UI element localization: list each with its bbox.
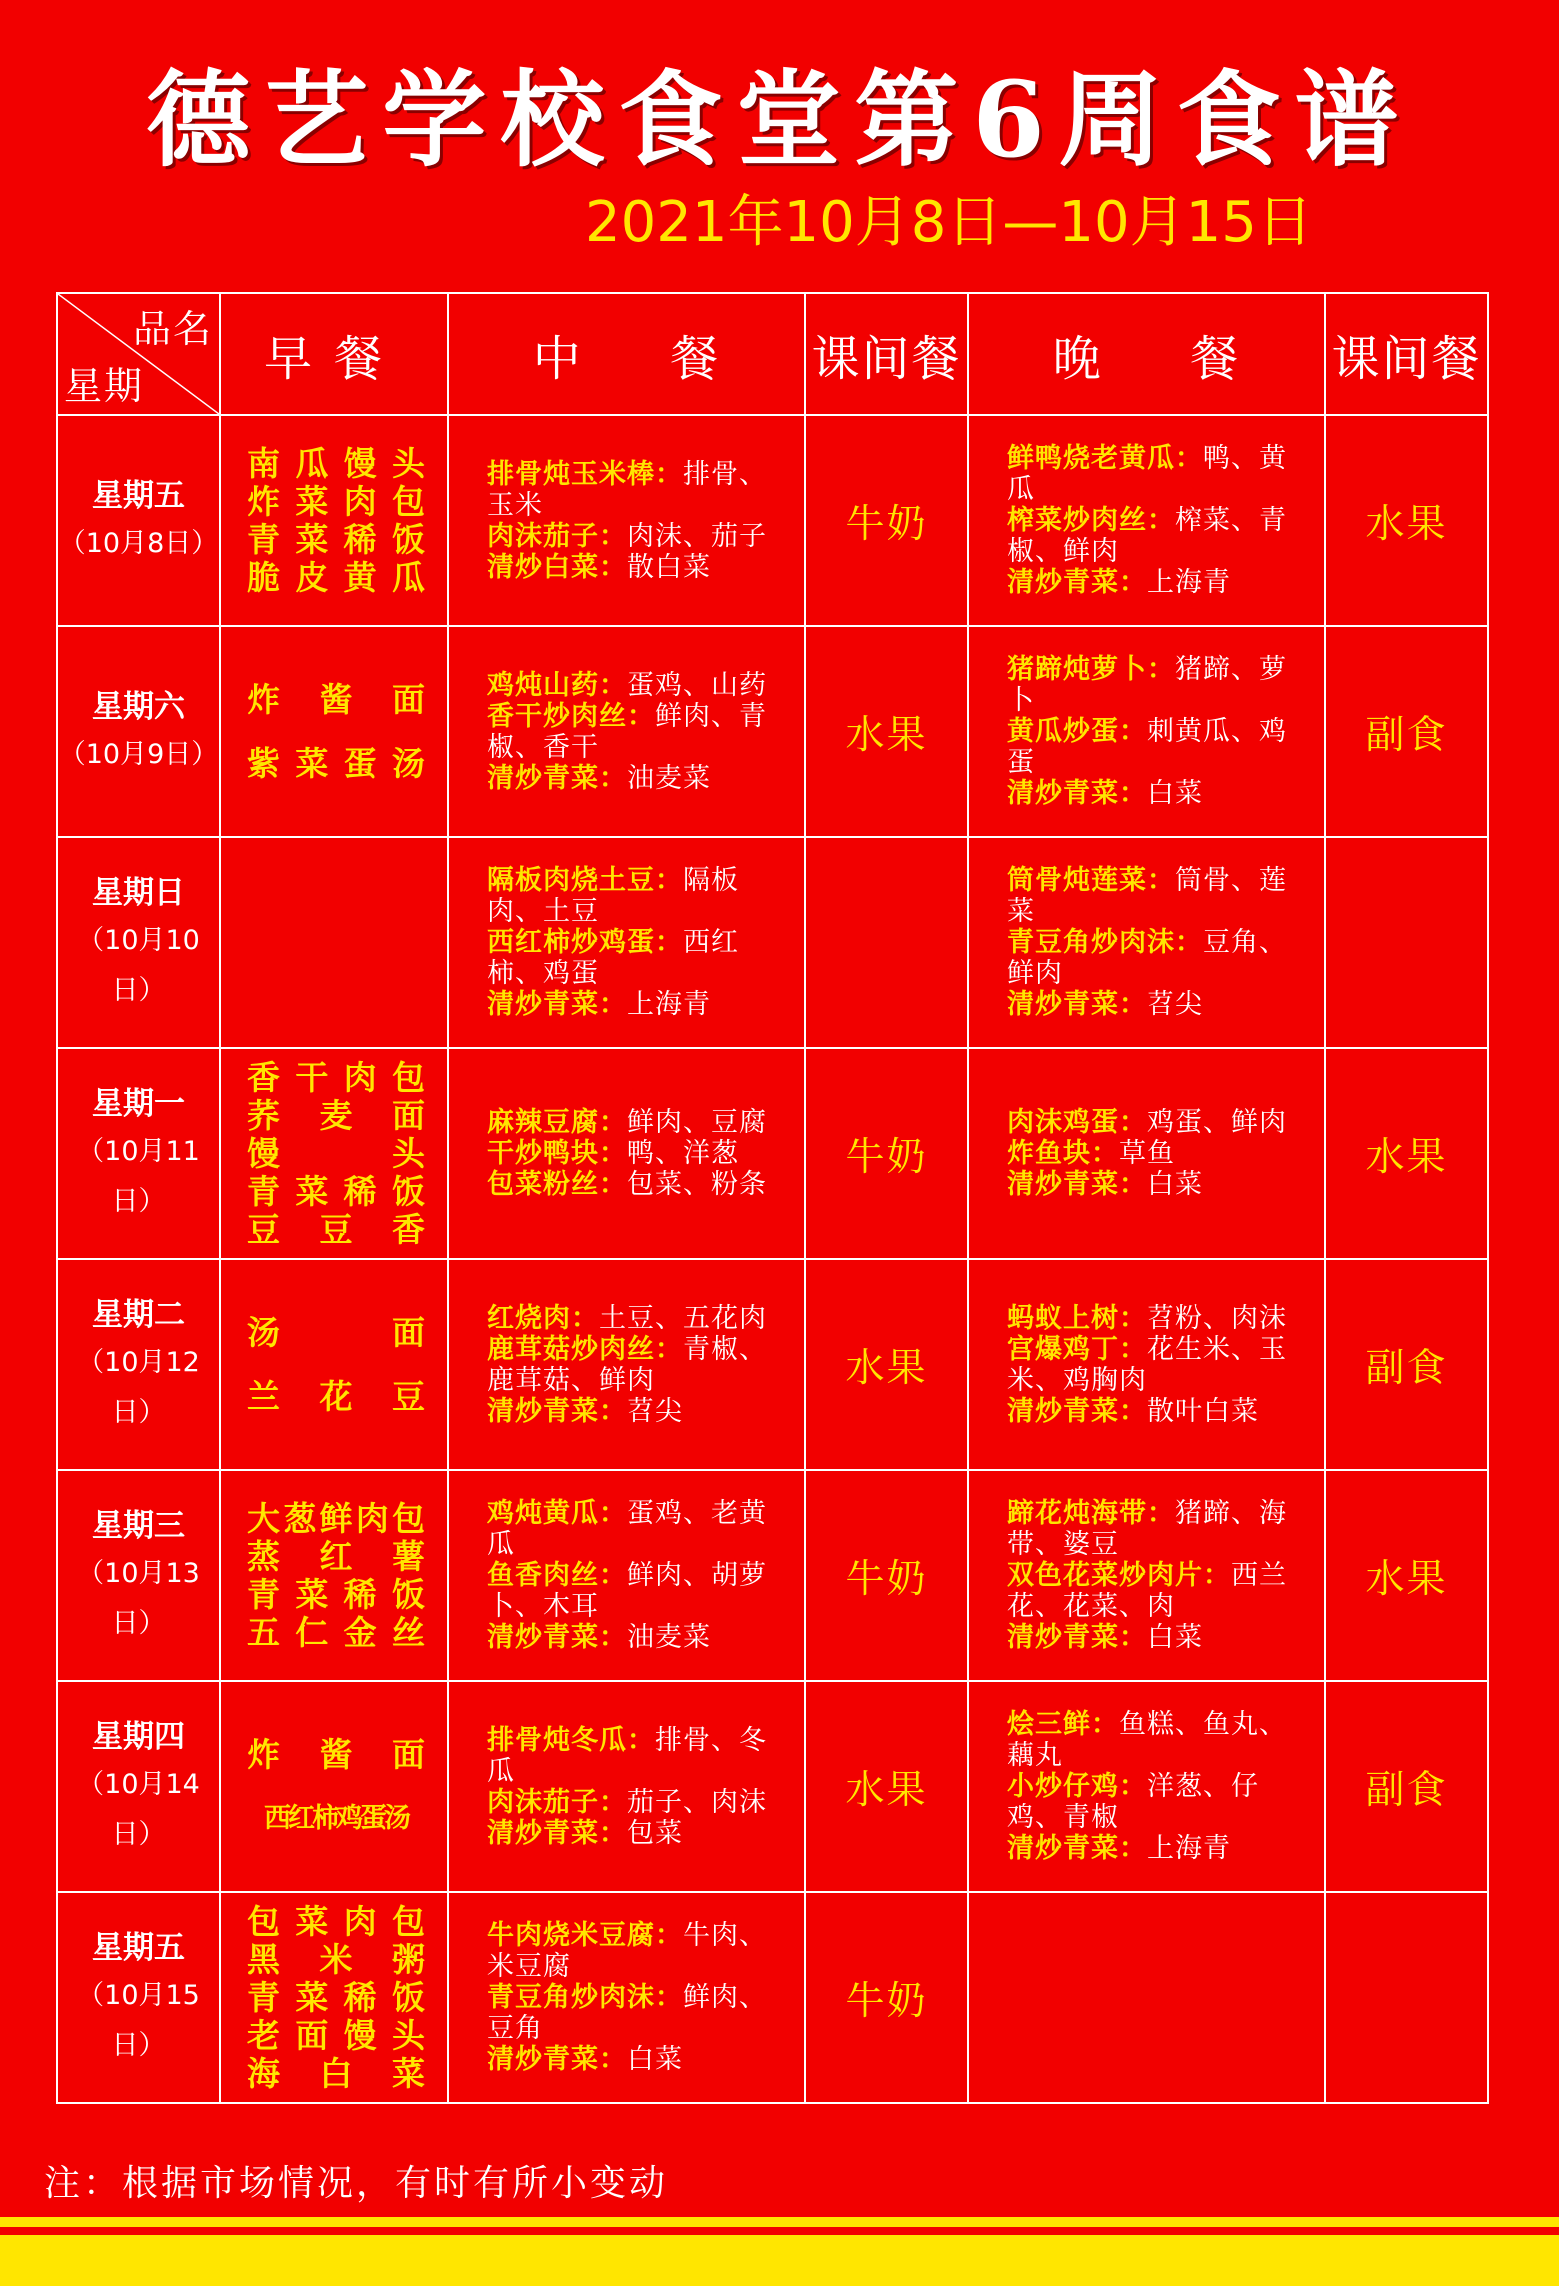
snack1-header: 课间餐 <box>805 293 968 415</box>
breakfast-item: 海白菜 <box>247 2053 425 2093</box>
breakfast-cell <box>220 626 448 837</box>
dish-entry <box>487 1303 774 1334</box>
day-cell <box>57 415 220 626</box>
dish-name: 清炒青菜： <box>487 762 627 794</box>
dinner-cell <box>968 1259 1325 1470</box>
day-name: 星期四 <box>92 1718 185 1755</box>
lunch-cell <box>448 1259 805 1470</box>
dish-entry <box>487 1818 774 1849</box>
snack2-cell: 副食 <box>1325 626 1488 837</box>
breakfast-item: 脆皮黄瓜 <box>247 557 425 597</box>
day-row <box>57 626 1488 837</box>
dish-name: 鹿茸菇炒肉丝： <box>487 1333 683 1365</box>
dish-ingredients: 上海青 <box>1147 1833 1231 1864</box>
breakfast-item: 青菜稀饭 <box>247 1171 425 1211</box>
dish-name: 干炒鸭块： <box>487 1138 627 1169</box>
day-cell <box>57 837 220 1048</box>
dish-entry <box>487 1622 774 1653</box>
dish-name: 鱼香肉丝： <box>487 1560 627 1591</box>
day-name: 星期五 <box>92 1929 185 1966</box>
lunch-cell <box>448 415 805 626</box>
dish-entry <box>1007 1138 1294 1169</box>
snack1-cell: 水果 <box>805 1681 968 1892</box>
dish-entry <box>487 1787 774 1818</box>
dish-name: 炸鱼块： <box>1007 1138 1119 1169</box>
dish-entry <box>487 1498 774 1560</box>
dish-entry <box>1007 865 1294 927</box>
dish-entry <box>1007 1107 1294 1138</box>
dish-ingredients: 蛋鸡、山药 <box>627 669 767 701</box>
breakfast-cell <box>220 415 448 626</box>
dish-ingredients: 包菜 <box>627 1817 683 1849</box>
dish-entry <box>1007 1169 1294 1200</box>
snack1-cell: 水果 <box>805 626 968 837</box>
dish-entry <box>1007 1396 1294 1427</box>
dish-name: 鸡炖黄瓜： <box>487 1498 627 1529</box>
footer-band <box>0 2235 1559 2286</box>
breakfast-item: 兰花豆 <box>247 1376 425 1416</box>
dish-entry <box>1007 778 1294 809</box>
dish-entry <box>1007 1303 1294 1334</box>
dish-entry <box>1007 1833 1294 1864</box>
dish-entry <box>487 1396 774 1427</box>
dish-entry <box>1007 505 1294 567</box>
dish-entry <box>1007 1709 1294 1771</box>
dish-ingredients: 鲜肉、胡萝卜、木耳 <box>487 1560 767 1622</box>
breakfast-item: 紫菜蛋汤 <box>247 743 425 783</box>
dish-ingredients: 隔板肉、土豆 <box>487 865 739 927</box>
breakfast-item: 黑米粥 <box>247 1939 425 1979</box>
breakfast-header: 早餐 <box>220 293 448 415</box>
breakfast-item: 青菜稀饭 <box>247 1574 425 1614</box>
dish-name: 榨菜炒肉丝： <box>1007 505 1175 536</box>
menu-table <box>56 292 1489 2104</box>
snack2-cell <box>1325 837 1488 1048</box>
dinner-cell <box>968 415 1325 626</box>
dish-ingredients: 洋葱、仔鸡、青椒 <box>1007 1771 1259 1833</box>
dinner-cell <box>968 1048 1325 1259</box>
header-row <box>57 293 1488 415</box>
day-date: （10月13日） <box>77 1557 200 1639</box>
dish-entry <box>1007 567 1294 598</box>
snack2-cell: 副食 <box>1325 1259 1488 1470</box>
breakfast-item: 五仁金丝 <box>247 1612 425 1652</box>
dish-entry <box>1007 1334 1294 1396</box>
snack1-cell: 水果 <box>805 1259 968 1470</box>
breakfast-item: 青菜稀饭 <box>247 519 425 559</box>
dish-name: 红烧肉： <box>487 1302 599 1334</box>
dish-ingredients: 苕粉、肉沫 <box>1147 1302 1287 1334</box>
snack1-cell: 牛奶 <box>805 1892 968 2103</box>
day-cell <box>57 1259 220 1470</box>
dish-ingredients: 鸭、黄瓜 <box>1007 443 1287 505</box>
day-date: （10月11日） <box>77 1135 200 1217</box>
dish-ingredients: 蛋鸡、老黄瓜 <box>487 1498 767 1560</box>
lunch-header: 中 餐 <box>448 293 805 415</box>
dish-name: 排骨炖玉米棒： <box>487 458 683 490</box>
snack2-cell: 水果 <box>1325 1470 1488 1681</box>
dish-name: 清炒白菜： <box>487 551 627 583</box>
dish-name: 肉沫茄子： <box>487 520 627 552</box>
dish-ingredients: 西红柿、鸡蛋 <box>487 927 739 989</box>
dish-entry <box>487 521 774 552</box>
dish-name: 肉沫茄子： <box>487 1786 627 1818</box>
day-cell <box>57 1470 220 1681</box>
breakfast-item: 老面馒头 <box>247 2015 425 2055</box>
dish-entry <box>1007 1622 1294 1653</box>
lunch-cell <box>448 1892 805 2103</box>
dish-ingredients: 白菜 <box>627 2044 683 2075</box>
lunch-cell <box>448 1470 805 1681</box>
dish-ingredients: 排骨、玉米 <box>487 458 767 521</box>
snack2-cell: 副食 <box>1325 1681 1488 1892</box>
dish-name: 香干炒肉丝： <box>487 700 655 732</box>
dish-ingredients: 散白菜 <box>627 551 711 583</box>
day-row <box>57 1470 1488 1681</box>
dish-name: 筒骨炖莲菜： <box>1007 865 1175 896</box>
dish-ingredients: 鲜肉、豆腐 <box>627 1107 767 1138</box>
dish-entry <box>1007 1771 1294 1833</box>
dish-ingredients: 猪蹄、萝卜 <box>1007 654 1287 716</box>
dish-name: 清炒青菜： <box>487 2044 627 2075</box>
breakfast-item: 馒头 <box>247 1133 425 1173</box>
dinner-cell <box>968 1681 1325 1892</box>
dinner-cell <box>968 626 1325 837</box>
dish-ingredients: 西兰花、花菜、肉 <box>1007 1560 1287 1622</box>
dish-ingredients: 土豆、五花肉 <box>599 1302 767 1334</box>
dish-entry <box>487 1920 774 1982</box>
breakfast-item: 炸酱面 <box>247 1734 425 1774</box>
dinner-cell <box>968 1470 1325 1681</box>
dish-entry <box>487 552 774 583</box>
dish-entry <box>487 1169 774 1200</box>
breakfast-item: 香干肉包 <box>247 1057 425 1097</box>
dish-name: 清炒青菜： <box>1007 1833 1147 1864</box>
breakfast-item: 大葱鲜肉包 <box>247 1498 425 1538</box>
date-range: 2021年10月8日—10月15日 <box>585 190 1313 255</box>
breakfast-item: 荞麦面 <box>247 1095 425 1135</box>
dish-ingredients: 豆角、鲜肉 <box>1007 927 1287 989</box>
day-date: （10月9日） <box>58 738 219 770</box>
dish-ingredients: 苕尖 <box>1147 989 1203 1020</box>
dish-entry <box>487 1107 774 1138</box>
dish-ingredients: 鸭、洋葱 <box>627 1138 739 1169</box>
dish-ingredients: 上海青 <box>627 989 711 1020</box>
dish-name: 西红柿炒鸡蛋： <box>487 927 683 958</box>
dish-name: 鸡炖山药： <box>487 669 627 701</box>
dish-name: 宫爆鸡丁： <box>1007 1333 1147 1365</box>
snack2-cell <box>1325 1892 1488 2103</box>
dish-ingredients: 花生米、玉米、鸡胸肉 <box>1007 1333 1287 1396</box>
snack1-cell: 牛奶 <box>805 1470 968 1681</box>
dish-entry <box>487 989 774 1020</box>
day-date: （10月8日） <box>58 527 219 559</box>
day-cell <box>57 1892 220 2103</box>
dish-ingredients: 榨菜、青椒、鲜肉 <box>1007 505 1287 567</box>
corner-header <box>57 293 220 415</box>
dish-name: 烩三鲜： <box>1007 1709 1119 1740</box>
dish-name: 清炒青菜： <box>1007 1395 1147 1427</box>
dish-entry <box>1007 927 1294 989</box>
snack2-cell: 水果 <box>1325 1048 1488 1259</box>
dish-ingredients: 草鱼 <box>1119 1138 1175 1169</box>
dish-name: 清炒青菜： <box>1007 567 1147 598</box>
dish-entry <box>487 865 774 927</box>
dish-name: 蚂蚁上树： <box>1007 1302 1147 1334</box>
dish-name: 肉沫鸡蛋： <box>1007 1107 1147 1138</box>
dish-name: 清炒青菜： <box>487 1622 627 1653</box>
dish-name: 清炒青菜： <box>1007 989 1147 1020</box>
dish-ingredients: 鸡蛋、鲜肉 <box>1147 1107 1287 1138</box>
day-row <box>57 837 1488 1048</box>
dish-entry <box>1007 1498 1294 1560</box>
breakfast-item: 蒸红薯 <box>247 1536 425 1576</box>
snack1-cell <box>805 837 968 1048</box>
day-cell <box>57 1681 220 1892</box>
dish-name: 青豆角炒肉沫： <box>1007 927 1203 958</box>
day-name: 星期二 <box>92 1296 185 1333</box>
dish-ingredients: 包菜、粉条 <box>627 1169 767 1200</box>
dish-ingredients: 牛肉、米豆腐 <box>487 1920 767 1982</box>
footer-stripe <box>0 2217 1559 2227</box>
day-date: （10月15日） <box>77 1979 200 2061</box>
breakfast-item: 南瓜馒头 <box>247 443 425 483</box>
dish-name: 隔板肉烧土豆： <box>487 865 683 896</box>
snack2-header: 课间餐 <box>1325 293 1488 415</box>
dish-entry <box>1007 989 1294 1020</box>
dish-entry <box>487 763 774 794</box>
dish-name: 排骨炖冬瓜： <box>487 1724 655 1756</box>
day-date: （10月10日） <box>77 924 200 1006</box>
lunch-cell <box>448 1681 805 1892</box>
dish-name: 黄瓜炒蛋： <box>1007 716 1147 747</box>
dish-entry <box>487 1982 774 2044</box>
dish-name: 鲜鸭烧老黄瓜： <box>1007 443 1203 474</box>
day-name: 星期日 <box>92 874 185 911</box>
breakfast-cell <box>220 1259 448 1470</box>
dinner-header: 晚 餐 <box>968 293 1325 415</box>
dish-entry <box>1007 716 1294 778</box>
breakfast-cell <box>220 1470 448 1681</box>
day-cell <box>57 1048 220 1259</box>
dish-ingredients: 鲜肉、豆角 <box>487 1982 767 2044</box>
lunch-cell <box>448 1048 805 1259</box>
dinner-cell <box>968 1892 1325 2103</box>
dish-entry <box>487 1138 774 1169</box>
day-name: 星期一 <box>92 1085 185 1122</box>
breakfast-item: 西红柿鸡蛋汤 <box>264 1802 408 1834</box>
day-date: （10月14日） <box>77 1768 200 1850</box>
breakfast-item: 包菜肉包 <box>247 1901 425 1941</box>
dish-entry <box>487 1334 774 1396</box>
breakfast-cell <box>220 1681 448 1892</box>
lunch-cell <box>448 626 805 837</box>
lunch-cell <box>448 837 805 1048</box>
dish-name: 包菜粉丝： <box>487 1169 627 1200</box>
dish-entry <box>487 927 774 989</box>
dish-name: 清炒青菜： <box>487 1395 627 1427</box>
dish-name: 蹄花炖海带： <box>1007 1498 1175 1529</box>
dish-entry <box>1007 443 1294 505</box>
page-title: 德艺学校食堂第6周食谱 <box>146 58 1413 181</box>
dish-entry <box>1007 1560 1294 1622</box>
dish-ingredients: 鱼糕、鱼丸、藕丸 <box>1007 1709 1287 1771</box>
dish-entry <box>487 2044 774 2075</box>
snack1-cell: 牛奶 <box>805 415 968 626</box>
dish-entry <box>1007 654 1294 716</box>
dish-entry <box>487 670 774 701</box>
dish-ingredients: 油麦菜 <box>627 1622 711 1653</box>
dish-name: 清炒青菜： <box>1007 1169 1147 1200</box>
dish-ingredients: 苕尖 <box>627 1395 683 1427</box>
dish-ingredients: 鲜肉、青椒、香干 <box>487 700 767 763</box>
corner-day-label: 星期 <box>64 364 145 408</box>
day-cell <box>57 626 220 837</box>
dish-name: 小炒仔鸡： <box>1007 1771 1147 1802</box>
day-row <box>57 415 1488 626</box>
dish-ingredients: 散叶白菜 <box>1147 1395 1259 1427</box>
dish-entry <box>487 701 774 763</box>
dish-name: 双色花菜炒肉片： <box>1007 1560 1231 1591</box>
day-date: （10月12日） <box>77 1346 200 1428</box>
dish-name: 清炒青菜： <box>487 989 627 1020</box>
dish-ingredients: 白菜 <box>1147 778 1203 809</box>
snack1-cell: 牛奶 <box>805 1048 968 1259</box>
dish-ingredients: 上海青 <box>1147 567 1231 598</box>
footnote: 注：根据市场情况，有时有所小变动 <box>44 2163 669 2204</box>
breakfast-cell <box>220 1048 448 1259</box>
dish-ingredients: 猪蹄、海带、婆豆 <box>1007 1498 1287 1560</box>
breakfast-cell <box>220 837 448 1048</box>
dish-ingredients: 排骨、冬瓜 <box>487 1724 767 1787</box>
corner-item-label: 品名 <box>132 307 213 351</box>
breakfast-item: 炸菜肉包 <box>247 481 425 521</box>
dish-ingredients: 筒骨、莲菜 <box>1007 865 1287 927</box>
dish-name: 猪蹄炖萝卜： <box>1007 654 1175 685</box>
day-row <box>57 1259 1488 1470</box>
dish-ingredients: 白菜 <box>1147 1622 1203 1653</box>
dish-entry <box>487 1725 774 1787</box>
dish-name: 牛肉烧米豆腐： <box>487 1920 683 1951</box>
breakfast-item: 青菜稀饭 <box>247 1977 425 2017</box>
breakfast-item: 汤面 <box>247 1312 425 1352</box>
dish-name: 清炒青菜： <box>1007 1622 1147 1653</box>
dish-ingredients: 青椒、鹿茸菇、鲜肉 <box>487 1333 767 1396</box>
dish-ingredients: 刺黄瓜、鸡蛋 <box>1007 716 1287 778</box>
day-name: 星期五 <box>92 477 185 514</box>
dish-ingredients: 油麦菜 <box>627 762 711 794</box>
dish-entry <box>487 459 774 521</box>
dish-name: 麻辣豆腐： <box>487 1107 627 1138</box>
day-row <box>57 1681 1488 1892</box>
dinner-cell <box>968 837 1325 1048</box>
dish-name: 清炒青菜： <box>487 1817 627 1849</box>
dish-name: 青豆角炒肉沫： <box>487 1982 683 2013</box>
breakfast-cell <box>220 1892 448 2103</box>
dish-ingredients: 茄子、肉沫 <box>627 1786 767 1818</box>
dish-name: 清炒青菜： <box>1007 778 1147 809</box>
dish-entry <box>487 1560 774 1622</box>
breakfast-item: 豆豆香 <box>247 1209 425 1249</box>
snack2-cell: 水果 <box>1325 415 1488 626</box>
dish-ingredients: 肉沫、茄子 <box>627 520 767 552</box>
dish-ingredients: 白菜 <box>1147 1169 1203 1200</box>
day-row <box>57 1048 1488 1259</box>
breakfast-item: 炸酱面 <box>247 679 425 719</box>
day-name: 星期三 <box>92 1507 185 1544</box>
day-row <box>57 1892 1488 2103</box>
day-name: 星期六 <box>92 688 185 725</box>
